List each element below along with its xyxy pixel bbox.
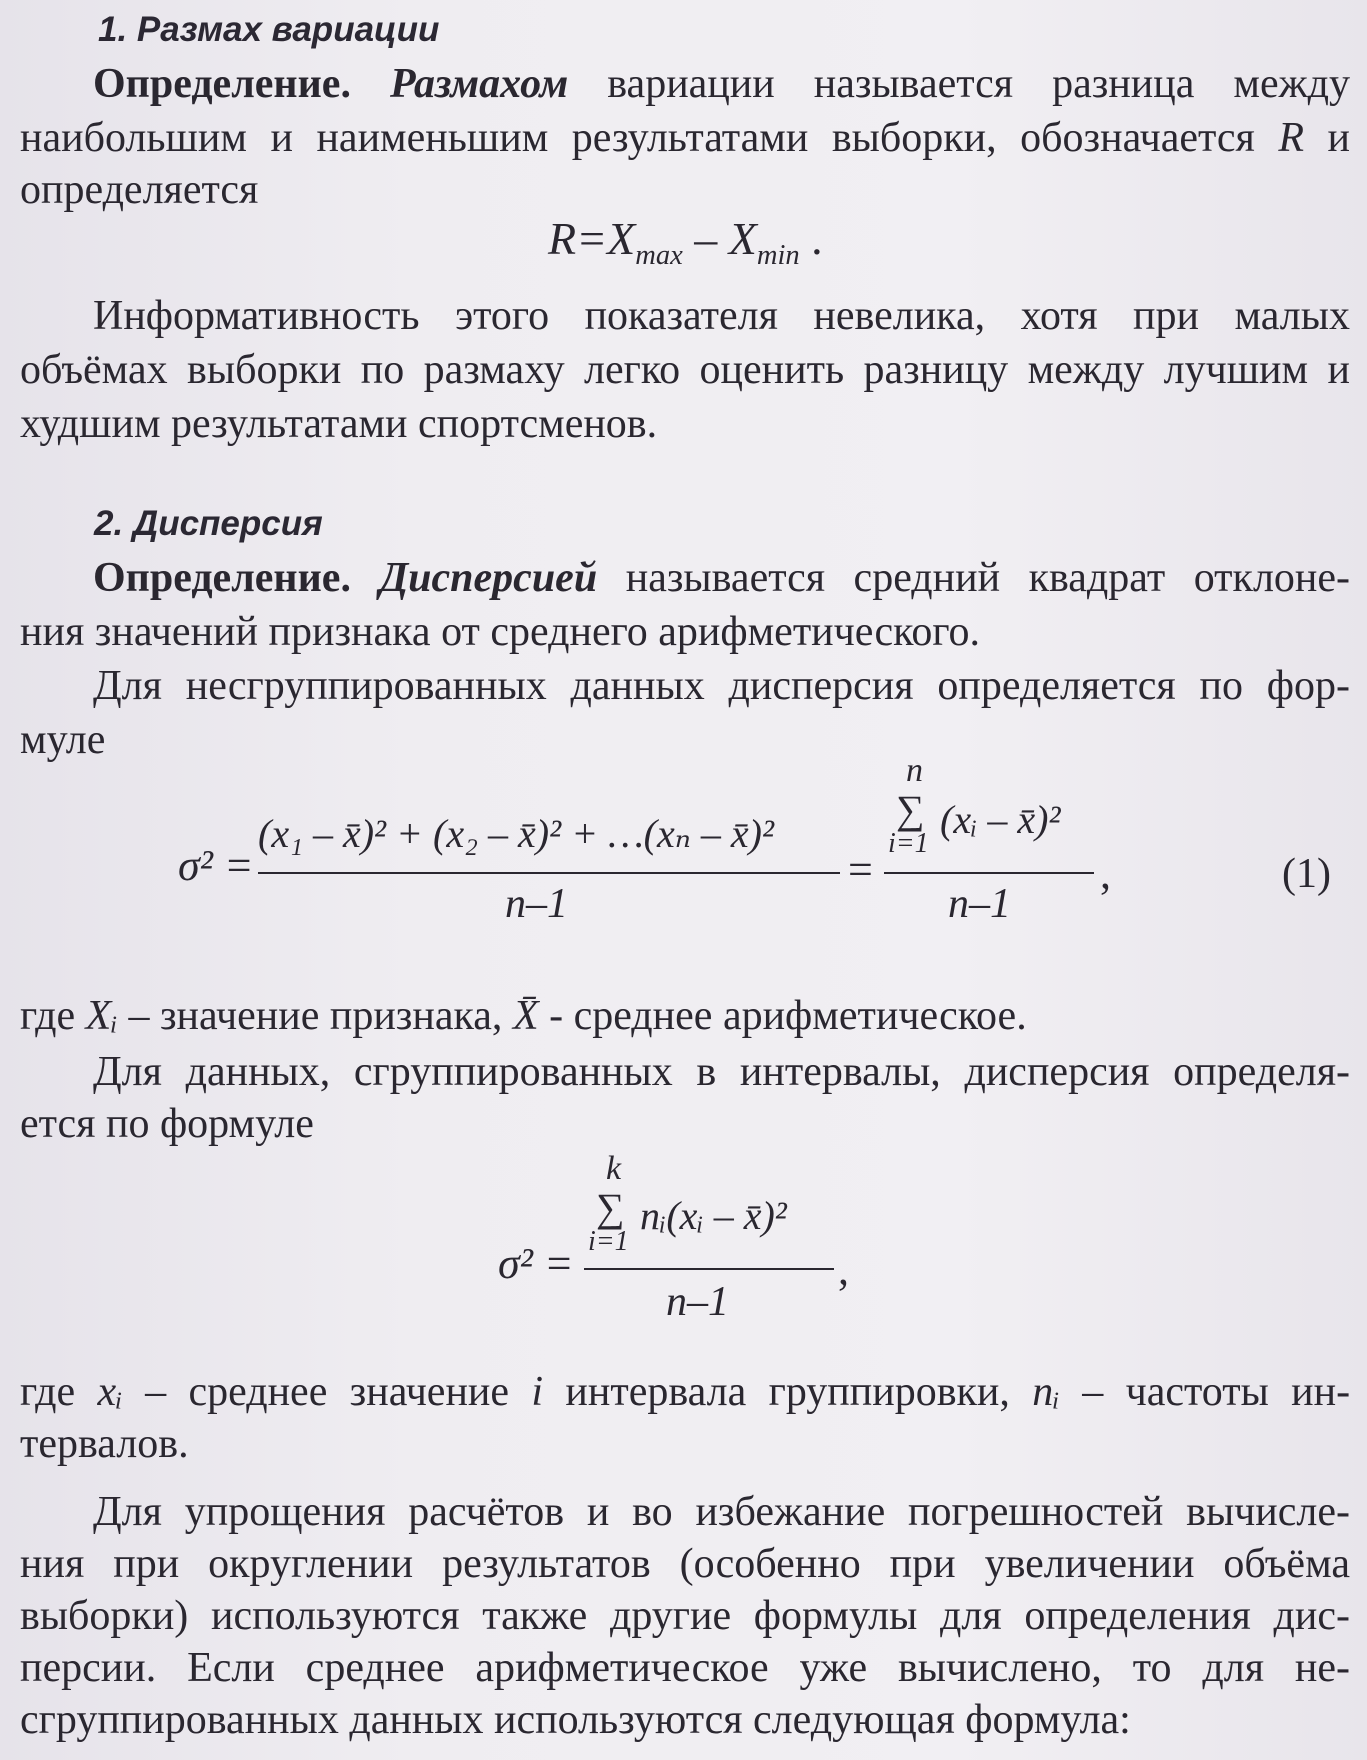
where-text: – частоты ин- [1082,1369,1351,1415]
subscript-max: max [635,240,683,272]
simplify-line1: Для упрощения расчётов и во избежание погрешностей вычисле- [93,1489,1350,1535]
formula-range-minus: – X [682,213,757,264]
formula1-denominator: n–1 [505,881,568,927]
where-text: – среднее значение [145,1369,510,1415]
simplify-line2: ния при округлении результатов (особенно при увеличении объёма [20,1541,1350,1587]
symbol-R: R [1278,115,1304,161]
simplify-line3: выборки) используются также другие формулы для определения дис- [20,1593,1350,1639]
sigma-sum-icon: ∑ [896,787,925,832]
formula-range [548,212,823,272]
formula-range-lhs: R=X [548,213,636,264]
formula1-lhs: σ² = [178,841,254,890]
definition-text: вариации называется разница между [607,61,1351,107]
formula1-fraction-bar [258,872,840,874]
ungrouped-line1: Для несгруппированных данных дисперсия определяется по фор- [93,663,1350,709]
formula1-number: (1) [1282,851,1331,897]
symbol-i: i [531,1369,544,1415]
definition-variance-line1 [20,552,1350,604]
formula1-sum-body: (xᵢ – x̄)² [940,797,1061,842]
definition-range-line2 [20,112,1350,164]
where-text: где [20,993,76,1039]
formula2-lhs: σ² = [498,1239,574,1288]
subscript-min: min [756,240,800,272]
definition-term-variance: Дисперсией [379,555,598,601]
formula2-comma: , [838,1245,849,1294]
where-text: - среднее арифметическое. [549,993,1027,1039]
section-heading-range: 1. Размах вариации [98,10,440,49]
formula1-comma: , [1100,849,1111,898]
formula1-denominator2: n–1 [948,881,1011,927]
formula1-sum-bottom: i=1 [888,828,929,859]
definition-text: называется средний квадрат отклоне- [625,555,1351,601]
ungrouped-line2: муле [20,717,106,763]
definition-range-line3: определяется [20,167,259,213]
definition-range-line1 [20,58,1350,110]
formula-range-dot: . [799,213,823,264]
formula2-sum-bottom: i=1 [588,1226,629,1257]
formula2-fraction-bar [584,1268,834,1270]
formula2-sum-body: nᵢ(xᵢ – x̄)² [640,1193,787,1238]
paragraph-range-line3: худшим результатами спортсменов. [20,401,658,447]
paragraph-range-line2: объёмах выборки по размаху легко оценить разницу между лучшим и [20,347,1350,393]
grouped-line2: ется по формуле [20,1101,314,1147]
definition-variance-line2: ния значений признака от среднего арифметического. [20,609,981,655]
definition-term-range: Размахом [389,61,569,107]
section-heading-variance: 2. Дисперсия [94,504,323,543]
formula1-fraction-bar2 [884,872,1094,874]
grouped-line1: Для данных, сгруппированных в интервалы, дисперсия определя- [93,1049,1350,1095]
formula1-sum-top: n [906,752,923,789]
symbol-Xi: Xᵢ [85,993,118,1039]
formula2-denominator: n–1 [666,1279,729,1325]
symbol-Xbar: X̄ [512,993,539,1039]
simplify-line4: персии. Если среднее арифметическое уже вычислено, то для не- [20,1645,1350,1691]
formula1-equals: = [848,845,873,894]
simplify-line5: сгруппированных данных используются следующая формула: [20,1697,1131,1743]
definition-text: наибольшим и наименьшим результатами выборки, обозначается [20,115,1255,161]
where-text: – значение признака, [128,993,503,1039]
formula2-sum-top: k [606,1150,622,1187]
where1-line [20,990,1027,1042]
symbol-ni: nᵢ [1032,1369,1060,1415]
definition-label: Определение. [93,61,351,107]
paragraph-range-line1: Информативность этого показателя невелика, хотя при малых [93,293,1350,339]
definition-label: Определение. [93,555,351,601]
sigma-sum-icon: ∑ [596,1185,625,1230]
where-text: интервала группировки, [565,1369,1010,1415]
definition-text: и [1327,115,1351,161]
where2-line1 [20,1366,1350,1418]
where-text: где [20,1369,76,1415]
formula1-numerator: (x₁ – x̄)² + (x₂ – x̄)² + …(xₙ – x̄)² [258,811,774,856]
symbol-xi: xᵢ [97,1369,123,1415]
where2-line2: тервалов. [20,1421,189,1467]
